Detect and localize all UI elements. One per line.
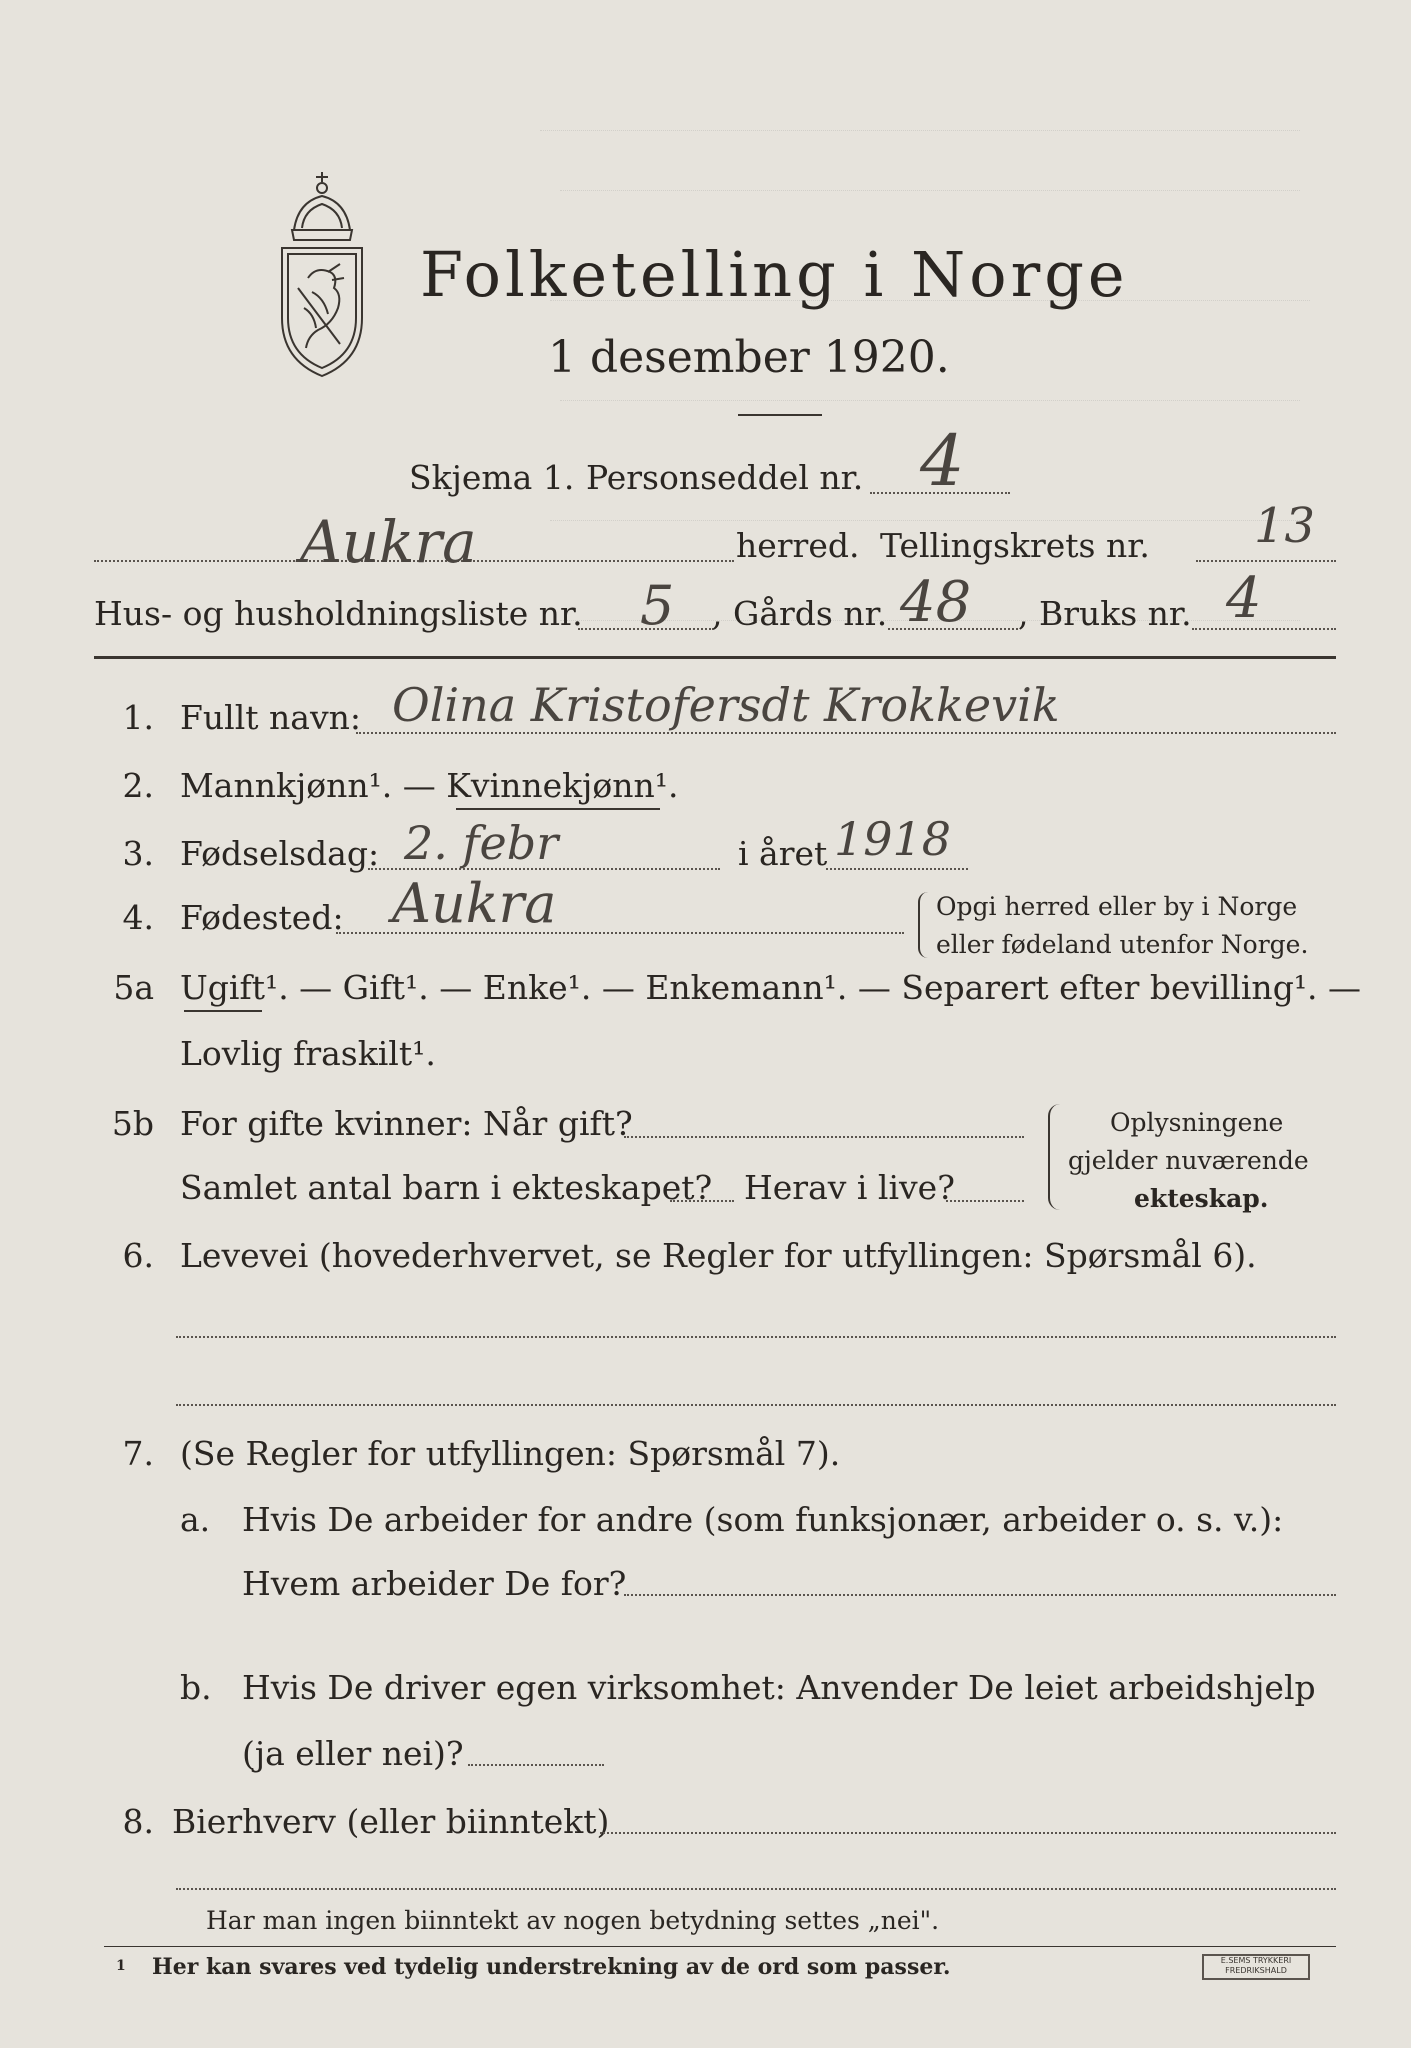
q2-number: 2. — [122, 766, 154, 805]
children-total-field[interactable] — [670, 1200, 734, 1202]
q5b-brace — [1048, 1104, 1060, 1210]
q3-number: 3. — [122, 834, 154, 873]
q5a-line-2: Lovlig fraskilt¹. — [180, 1034, 436, 1073]
full-name-value: Olina Kristofersdt Krokkevik — [392, 678, 1060, 732]
herred-label: herred. — [736, 526, 860, 565]
secondary-income-field-2[interactable] — [176, 1888, 1336, 1890]
birth-year-label: i året — [738, 834, 828, 873]
tellingskrets-value: 13 — [1254, 498, 1316, 554]
q7b-letter: b. — [180, 1668, 212, 1707]
q4-note-2: eller fødeland utenfor Norge. — [936, 930, 1309, 959]
printer-stamp: E.SEMS TRYKKERI FREDRIKSHALD — [1202, 1954, 1310, 1980]
q7a-letter: a. — [180, 1500, 211, 1539]
q5b-line-2a: Samlet antal barn i ekteskapet? — [180, 1168, 713, 1207]
title-divider — [738, 414, 822, 416]
q8-note: Har man ingen biinntekt av nogen betydning settes „nei". — [206, 1906, 940, 1935]
married-when-field[interactable] — [624, 1136, 1024, 1138]
q5a-line-1: Ugift¹. — Gift¹. — Enke¹. — Enkemann¹. — Separert efter bevilling¹. — — [180, 968, 1362, 1007]
full-name-field[interactable] — [356, 732, 1336, 734]
birth-year-value: 1918 — [834, 812, 952, 866]
q8-number: 8. — [122, 1802, 154, 1841]
bruks-field[interactable] — [1192, 628, 1336, 630]
q7-number: 7. — [122, 1434, 154, 1473]
q7b-line-2: (ja eller nei)? — [242, 1734, 464, 1773]
q5a-number: 5a — [113, 968, 154, 1007]
footnote-mark: 1 — [116, 1958, 126, 1974]
q5b-number: 5b — [111, 1104, 154, 1143]
q5b-line-1: For gifte kvinner: Når gift? — [180, 1104, 633, 1143]
birthplace-value: Aukra — [392, 872, 557, 935]
q3-label: Fødselsdag: — [180, 834, 380, 873]
hus-label: Hus- og husholdningsliste nr. — [94, 594, 583, 633]
personseddel-label: Personseddel nr. — [586, 458, 864, 497]
form-date: 1 desember 1920. — [548, 332, 950, 383]
q5b-note-2: gjelder nuværende — [1068, 1146, 1309, 1175]
gards-label: , Gårds nr. — [712, 594, 888, 633]
coat-of-arms-icon — [268, 168, 376, 380]
q5b-note-1: Oplysningene — [1110, 1108, 1284, 1137]
q6-label: Levevei (hovederhvervet, se Regler for utfyllingen: Spørsmål 6). — [180, 1236, 1257, 1275]
hired-help-field[interactable] — [468, 1764, 604, 1766]
footnote-text: Her kan svares ved tydelig understrekning av de ord som passer. — [152, 1954, 951, 1980]
kvinnekjonn-underline — [456, 808, 660, 810]
tellingskrets-field[interactable] — [1196, 560, 1336, 562]
employer-field[interactable] — [624, 1594, 1336, 1596]
bruks-value: 4 — [1226, 566, 1262, 631]
birthday-value: 2. febr — [404, 816, 559, 870]
schema-label: Skjema 1. — [409, 458, 575, 497]
form-title: Folketelling i Norge — [420, 238, 1129, 311]
q8-label: Bierhverv (eller biinntekt) — [172, 1802, 610, 1841]
tellingskrets-label: Tellingskrets nr. — [880, 526, 1150, 565]
q6-number: 6. — [122, 1236, 154, 1275]
q7-label: (Se Regler for utfyllingen: Spørsmål 7). — [180, 1434, 841, 1473]
hus-value: 5 — [640, 574, 675, 637]
q7a-line-2: Hvem arbeider De for? — [242, 1564, 627, 1603]
personseddel-value: 4 — [920, 420, 965, 502]
bruks-label: , Bruks nr. — [1018, 594, 1192, 633]
q1-label: Fullt navn: — [180, 698, 361, 737]
footer-divider — [104, 1946, 1336, 1947]
q2-label: Mannkjønn¹. — Kvinnekjønn¹. — [180, 766, 679, 805]
occupation-field-1[interactable] — [176, 1336, 1336, 1338]
children-alive-field[interactable] — [946, 1200, 1024, 1202]
q4-note-1: Opgi herred eller by i Norge — [936, 892, 1298, 921]
q4-label: Fødested: — [180, 898, 344, 937]
q5b-line-2b: Herav i live? — [744, 1168, 955, 1207]
q4-brace — [918, 892, 928, 958]
gards-value: 48 — [900, 570, 972, 635]
q1-number: 1. — [122, 698, 154, 737]
ugift-underline — [184, 1010, 262, 1012]
q7b-line-1: Hvis De driver egen virksomhet: Anvender De leiet arbeidshjelp — [242, 1668, 1316, 1707]
occupation-field-2[interactable] — [176, 1404, 1336, 1406]
q5b-note-3: ekteskap. — [1134, 1184, 1269, 1213]
birth-year-field[interactable] — [826, 868, 968, 870]
header-divider — [94, 656, 1336, 659]
secondary-income-field-1[interactable] — [600, 1832, 1336, 1834]
herred-value: Aukra — [300, 508, 477, 576]
q7a-line-1: Hvis De arbeider for andre (som funksjonær, arbeider o. s. v.): — [242, 1500, 1284, 1539]
q4-number: 4. — [122, 898, 154, 937]
